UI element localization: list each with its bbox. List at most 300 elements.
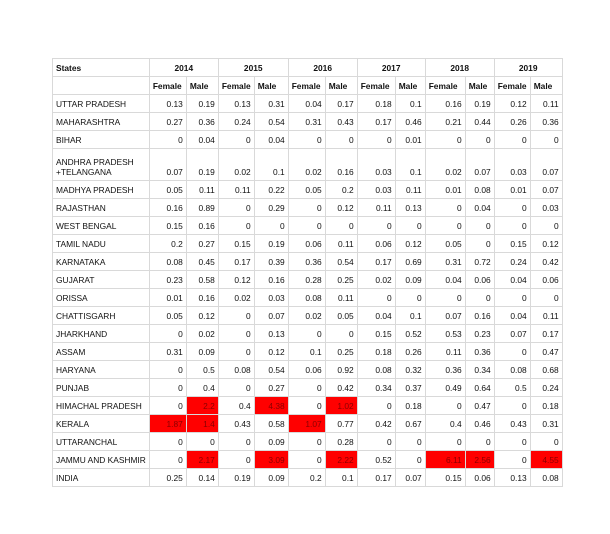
value-cell: 0.01 [395,131,425,149]
value-cell: 0.17 [357,253,395,271]
state-name-cell: GUJARAT [53,271,150,289]
value-cell: 0 [357,131,395,149]
value-cell: 0.31 [149,343,186,361]
value-cell: 0.12 [530,235,562,253]
value-cell: 0.39 [254,253,288,271]
value-cell: 0 [465,217,494,235]
value-cell: 0 [357,217,395,235]
value-cell: 0 [357,433,395,451]
value-cell: 0.06 [288,235,325,253]
value-cell: 0 [218,131,254,149]
highlighted-value-cell: 2.56 [465,451,494,469]
value-cell: 0.46 [465,415,494,433]
state-name-cell: INDIA [53,469,150,487]
highlighted-value-cell: 6.11 [425,451,465,469]
value-cell: 0.04 [494,271,530,289]
value-cell: 0 [186,433,218,451]
value-cell: 0.12 [218,271,254,289]
state-gender-rates-table [52,58,563,487]
value-cell: 0.16 [186,217,218,235]
value-cell: 0 [288,325,325,343]
value-cell: 0.45 [186,253,218,271]
male-header: Male [186,77,218,95]
value-cell: 0.36 [186,113,218,131]
value-cell: 0.17 [218,253,254,271]
value-cell: 0.5 [494,379,530,397]
value-cell: 0.46 [395,113,425,131]
value-cell: 0.22 [254,181,288,199]
value-cell: 0.16 [186,289,218,307]
value-cell: 0.07 [530,149,562,181]
year-header: 2016 [288,59,357,77]
state-name-cell: ORISSA [53,289,150,307]
value-cell: 0.12 [254,343,288,361]
value-cell: 0.04 [254,131,288,149]
value-cell: 0.29 [254,199,288,217]
state-name-cell: PUNJAB [53,379,150,397]
value-cell: 0.42 [530,253,562,271]
value-cell: 0.32 [395,361,425,379]
value-cell: 0.23 [465,325,494,343]
value-cell: 0.11 [357,199,395,217]
table-row [53,113,563,131]
value-cell: 0 [395,217,425,235]
value-cell: 0.21 [425,113,465,131]
state-name-cell: MADHYA PRADESH [53,181,150,199]
value-cell: 0 [288,379,325,397]
value-cell: 0 [425,433,465,451]
value-cell: 0.1 [325,469,357,487]
value-cell: 0.05 [149,307,186,325]
male-header: Male [254,77,288,95]
value-cell: 0.01 [149,289,186,307]
state-name-cell: KARNATAKA [53,253,150,271]
value-cell: 0 [494,217,530,235]
highlighted-value-cell: 2.17 [186,451,218,469]
value-cell: 0.16 [149,199,186,217]
value-cell: 0.27 [254,379,288,397]
value-cell: 0 [288,199,325,217]
value-cell: 0.5 [186,361,218,379]
value-cell: 0.07 [494,325,530,343]
value-cell: 0.09 [254,433,288,451]
value-cell: 0.03 [357,181,395,199]
value-cell: 0.11 [218,181,254,199]
value-cell: 0 [325,217,357,235]
table-row [53,361,563,379]
value-cell: 0.92 [325,361,357,379]
value-cell: 0.15 [425,469,465,487]
state-name-cell: MAHARASHTRA [53,113,150,131]
value-cell: 0.58 [254,415,288,433]
highlighted-value-cell: 1.02 [325,397,357,415]
value-cell: 0.25 [149,469,186,487]
value-cell: 0 [425,397,465,415]
table-row [53,289,563,307]
value-cell: 0.64 [465,379,494,397]
value-cell: 0.26 [395,343,425,361]
value-cell: 0 [395,289,425,307]
value-cell: 0.04 [425,271,465,289]
year-header: 2019 [494,59,562,77]
value-cell: 0.1 [395,149,425,181]
value-cell: 0.08 [530,469,562,487]
year-header: 2015 [218,59,288,77]
value-cell: 0 [218,199,254,217]
value-cell: 0 [357,397,395,415]
value-cell: 0 [425,217,465,235]
value-cell: 0 [218,343,254,361]
value-cell: 0.31 [288,113,325,131]
value-cell: 0 [149,379,186,397]
value-cell: 0.4 [218,397,254,415]
value-cell: 0.2 [325,181,357,199]
value-cell: 0.54 [254,361,288,379]
value-cell: 0.01 [494,181,530,199]
value-cell: 0.07 [149,149,186,181]
value-cell: 0.09 [254,469,288,487]
value-cell: 0.11 [395,181,425,199]
value-cell: 0.15 [218,235,254,253]
value-cell: 0.02 [218,149,254,181]
state-name-cell: HARYANA [53,361,150,379]
value-cell: 0 [254,217,288,235]
female-header: Female [357,77,395,95]
value-cell: 0.13 [218,95,254,113]
value-cell: 0 [218,451,254,469]
value-cell: 0.11 [530,307,562,325]
male-header: Male [325,77,357,95]
value-cell: 0.17 [357,469,395,487]
value-cell: 0 [425,131,465,149]
value-cell: 0.04 [465,199,494,217]
state-name-cell: UTTARANCHAL [53,433,150,451]
female-header: Female [218,77,254,95]
value-cell: 0 [494,289,530,307]
value-cell: 0 [425,289,465,307]
value-cell: 0.04 [186,131,218,149]
table-row [53,325,563,343]
value-cell: 0.52 [395,325,425,343]
table-row [53,271,563,289]
value-cell: 0 [494,433,530,451]
value-cell: 0.17 [530,325,562,343]
table-row [53,199,563,217]
value-cell: 0 [494,451,530,469]
state-name-cell: RAJASTHAN [53,199,150,217]
value-cell: 0.1 [288,343,325,361]
table-row [53,235,563,253]
highlighted-value-cell: 2.22 [325,451,357,469]
highlighted-value-cell: 2.2 [186,397,218,415]
value-cell: 0.68 [530,361,562,379]
header-row-years [53,59,563,77]
value-cell: 0.03 [530,199,562,217]
value-cell: 0.16 [254,271,288,289]
value-cell: 0.42 [357,415,395,433]
female-header: Female [425,77,465,95]
value-cell: 0.12 [395,235,425,253]
value-cell: 0 [288,397,325,415]
value-cell: 0.31 [254,95,288,113]
value-cell: 0.19 [254,235,288,253]
value-cell: 0.47 [465,397,494,415]
value-cell: 0.18 [357,95,395,113]
state-name-cell: BIHAR [53,131,150,149]
table-row [53,433,563,451]
value-cell: 0.89 [186,199,218,217]
value-cell: 0 [218,325,254,343]
value-cell: 0.17 [325,95,357,113]
value-cell: 0.13 [254,325,288,343]
value-cell: 0.67 [395,415,425,433]
value-cell: 0.36 [530,113,562,131]
value-cell: 0.34 [465,361,494,379]
value-cell: 0.16 [465,307,494,325]
value-cell: 0.15 [494,235,530,253]
value-cell: 0.19 [186,95,218,113]
table-row [53,469,563,487]
value-cell: 0.28 [325,433,357,451]
state-name-cell: HIMACHAL PRADESH [53,397,150,415]
header-row-gender [53,77,563,95]
state-name-cell: JHARKHAND [53,325,150,343]
value-cell: 0.08 [494,361,530,379]
state-name-cell: JAMMU AND KASHMIR [53,451,150,469]
value-cell: 0.17 [357,113,395,131]
value-cell: 0.43 [218,415,254,433]
states-column-header: States [53,59,150,77]
value-cell: 0 [288,433,325,451]
value-cell: 0.26 [494,113,530,131]
value-cell: 0.13 [149,95,186,113]
value-cell: 0.24 [218,113,254,131]
table-row [53,181,563,199]
value-cell: 0.02 [357,271,395,289]
value-cell: 0.49 [425,379,465,397]
value-cell: 0.4 [425,415,465,433]
value-cell: 0 [494,343,530,361]
value-cell: 0.07 [254,307,288,325]
value-cell: 0.69 [395,253,425,271]
state-name-cell: ASSAM [53,343,150,361]
value-cell: 0.09 [186,343,218,361]
value-cell: 0 [218,433,254,451]
value-cell: 0 [494,199,530,217]
value-cell: 0 [494,131,530,149]
state-name-cell: WEST BENGAL [53,217,150,235]
value-cell: 0.54 [325,253,357,271]
value-cell: 0 [288,217,325,235]
value-cell: 0.23 [149,271,186,289]
value-cell: 0.11 [325,235,357,253]
year-header: 2018 [425,59,494,77]
value-cell: 0.07 [530,181,562,199]
value-cell: 0.27 [186,235,218,253]
value-cell: 0.11 [530,95,562,113]
table-row [53,397,563,415]
state-name-cell: TAMIL NADU [53,235,150,253]
value-cell: 0.05 [149,181,186,199]
value-cell: 0.13 [494,469,530,487]
value-cell: 0 [149,325,186,343]
value-cell: 0.1 [395,95,425,113]
year-header: 2017 [357,59,425,77]
value-cell: 0 [149,433,186,451]
value-cell: 0 [149,131,186,149]
value-cell: 0.02 [425,149,465,181]
state-name-cell: KERALA [53,415,150,433]
value-cell: 0 [465,433,494,451]
value-cell: 0.31 [530,415,562,433]
value-cell: 0 [465,131,494,149]
value-cell: 0.05 [425,235,465,253]
value-cell: 0.06 [465,271,494,289]
value-cell: 0.2 [149,235,186,253]
value-cell: 0.15 [357,325,395,343]
highlighted-value-cell: 3.09 [254,451,288,469]
value-cell: 0.37 [395,379,425,397]
value-cell: 0.18 [357,343,395,361]
value-cell: 0 [149,361,186,379]
value-cell: 0.03 [494,149,530,181]
value-cell: 0.47 [530,343,562,361]
value-cell: 0 [218,379,254,397]
female-header: Female [288,77,325,95]
value-cell: 0.12 [494,95,530,113]
value-cell: 0.72 [465,253,494,271]
table-row [53,131,563,149]
value-cell: 0 [425,199,465,217]
value-cell: 0.43 [494,415,530,433]
value-cell: 0.12 [325,199,357,217]
value-cell: 0.05 [325,307,357,325]
value-cell: 0.11 [425,343,465,361]
value-cell: 0 [395,433,425,451]
highlighted-value-cell: 1.4 [186,415,218,433]
value-cell: 0.08 [218,361,254,379]
value-cell: 0.08 [357,361,395,379]
table-row [53,95,563,113]
value-cell: 0 [465,289,494,307]
value-cell: 0.11 [186,181,218,199]
value-cell: 0.18 [530,397,562,415]
value-cell: 0 [530,433,562,451]
value-cell: 0 [149,397,186,415]
value-cell: 0.28 [288,271,325,289]
value-cell: 0.06 [530,271,562,289]
value-cell: 0 [218,307,254,325]
value-cell: 0.43 [325,113,357,131]
value-cell: 0.07 [395,469,425,487]
value-cell: 0.1 [254,149,288,181]
value-cell: 0.19 [218,469,254,487]
value-cell: 0 [288,131,325,149]
blank-header-cell [53,77,150,95]
value-cell: 0.13 [395,199,425,217]
table-row [53,149,563,181]
state-name-cell: ANDHRA PRADESH +TELANGANA [53,149,150,181]
male-header: Male [395,77,425,95]
value-cell: 0.31 [425,253,465,271]
value-cell: 0.02 [186,325,218,343]
value-cell: 0 [218,217,254,235]
table-row [53,415,563,433]
value-cell: 0.08 [465,181,494,199]
value-cell: 0.02 [288,307,325,325]
value-cell: 0.04 [357,307,395,325]
value-cell: 0.06 [357,235,395,253]
female-header: Female [149,77,186,95]
value-cell: 0.34 [357,379,395,397]
table-row [53,217,563,235]
value-cell: 0.36 [425,361,465,379]
value-cell: 0 [357,289,395,307]
value-cell: 0.53 [425,325,465,343]
value-cell: 0.24 [494,253,530,271]
value-cell: 0.01 [425,181,465,199]
value-cell: 0 [325,131,357,149]
value-cell: 0.19 [186,149,218,181]
value-cell: 0.54 [254,113,288,131]
value-cell: 0.44 [465,113,494,131]
female-header: Female [494,77,530,95]
value-cell: 0.52 [357,451,395,469]
value-cell: 0.08 [149,253,186,271]
value-cell: 0.36 [288,253,325,271]
highlighted-value-cell: 1.87 [149,415,186,433]
value-cell: 0 [149,451,186,469]
value-cell: 0.02 [288,149,325,181]
value-cell: 0 [494,397,530,415]
male-header: Male [465,77,494,95]
value-cell: 0.07 [465,149,494,181]
table-row [53,379,563,397]
value-cell: 0.07 [425,307,465,325]
value-cell: 0.04 [288,95,325,113]
value-cell: 0.24 [530,379,562,397]
male-header: Male [530,77,562,95]
value-cell: 0.58 [186,271,218,289]
value-cell: 0.08 [288,289,325,307]
value-cell: 0.4 [186,379,218,397]
highlighted-value-cell: 1.07 [288,415,325,433]
value-cell: 0.27 [149,113,186,131]
state-name-cell: UTTAR PRADESH [53,95,150,113]
value-cell: 0.02 [218,289,254,307]
value-cell: 0 [530,289,562,307]
year-header: 2014 [149,59,218,77]
value-cell: 0.19 [465,95,494,113]
value-cell: 0.03 [254,289,288,307]
value-cell: 0 [465,235,494,253]
value-cell: 0.16 [325,149,357,181]
value-cell: 0.36 [465,343,494,361]
value-cell: 0.1 [395,307,425,325]
table-row [53,307,563,325]
value-cell: 0.16 [425,95,465,113]
value-cell: 0.09 [395,271,425,289]
highlighted-value-cell: 4.38 [254,397,288,415]
value-cell: 0.42 [325,379,357,397]
value-cell: 0.05 [288,181,325,199]
value-cell: 0.25 [325,343,357,361]
table-row [53,451,563,469]
value-cell: 0 [395,451,425,469]
value-cell: 0.77 [325,415,357,433]
value-cell: 0.04 [494,307,530,325]
highlighted-value-cell: 4.55 [530,451,562,469]
